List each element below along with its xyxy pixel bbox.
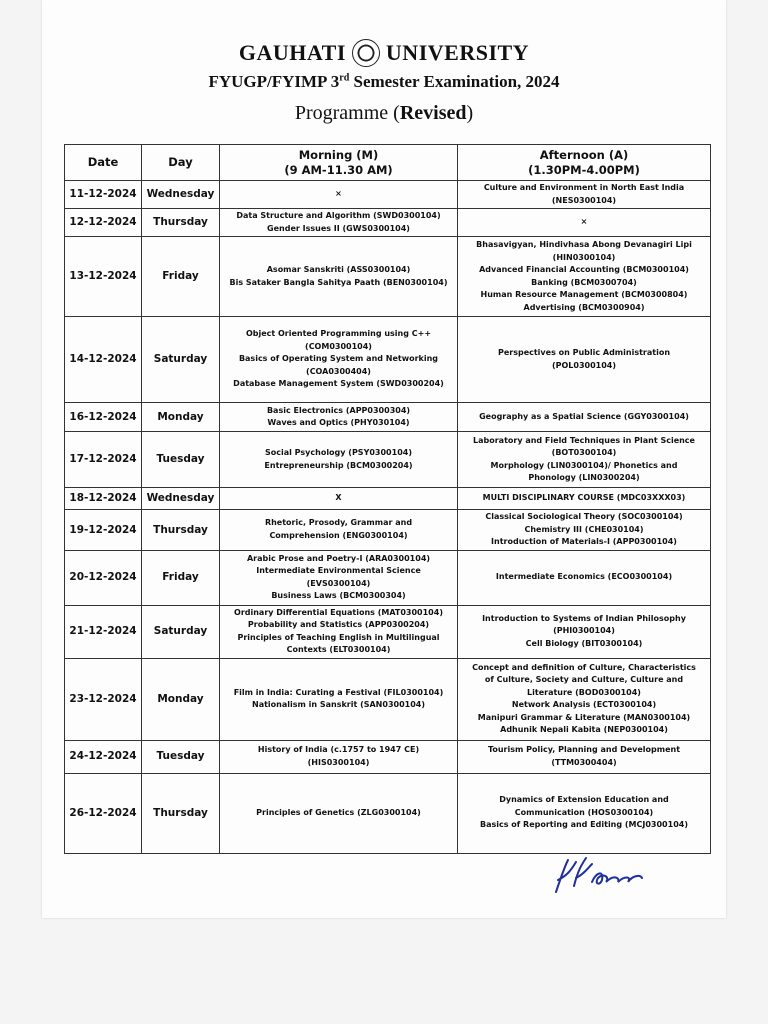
cell-day: Thursday [142,510,220,551]
table-row [65,550,711,605]
paper-line: Communication (HOS0300104) [514,807,654,817]
cell-afternoon [458,317,711,403]
cell-day: Thursday [142,773,220,853]
paper-line: Classical Sociological Theory (SOC0300104) [485,512,683,521]
table-row [65,317,711,403]
table-row [65,510,711,551]
header-date: Date [65,145,142,181]
programme-label: Programme ( [294,102,400,124]
cell-afternoon [458,773,711,853]
cell-day: Saturday [142,605,220,658]
paper-line: (HIS0300104) [307,757,370,767]
table-row [65,773,711,853]
paper-line: Ordinary Differential Equations (MAT0300104) [234,607,443,617]
cell-date: 17-12-2024 [65,432,142,488]
paper-line: (TTM0300404) [551,757,617,767]
cell-date: 21-12-2024 [65,605,142,658]
cell-afternoon [458,237,711,317]
cell-afternoon [458,740,711,773]
paper-line: Geography as a Spatial Science (GGY0300104) [479,411,689,421]
paper-line: Tourism Policy, Planning and Development [487,745,681,754]
header-afternoon-line: Afternoon (A) [539,147,629,162]
cell-day: Thursday [142,209,220,237]
paper-line: Database Management System (SWD0300204) [233,379,444,389]
university-name-left: GAUHATI [238,40,346,65]
paper-line: Intermediate Environmental Science [256,566,421,575]
exam-title-superscript: rd [339,72,350,84]
paper-line: Culture and Environment in North East India [483,183,685,192]
header-morning-line: Morning (M) [298,147,379,162]
cell-morning [220,403,458,432]
paper-line: (BOT0300104) [551,448,617,457]
cell-afternoon [458,605,711,658]
cell-day: Monday [142,403,220,432]
header-afternoon-line: (1.30PM-4.00PM) [528,162,640,177]
table-body [65,181,711,854]
paper-line: of Culture, Society and Culture, Culture and [484,675,684,684]
cell-date: 18-12-2024 [65,488,142,510]
cell-afternoon [458,181,711,209]
cell-day: Tuesday [142,740,220,773]
header-afternoon [458,145,711,181]
programme-revised: Revised [399,102,467,124]
cell-morning [220,237,458,317]
paper-line: Entrepreneurship (BCM0300204) [264,460,413,470]
table-row [65,403,711,432]
paper-line: Nationalism in Sanskrit (SAN0300104) [252,700,425,709]
exam-title-prefix: FYUGP/FYIMP 3 [208,72,340,91]
cell-date: 23-12-2024 [65,658,142,740]
signature [548,852,648,902]
paper-line: Arabic Prose and Poetry-I (ARA0300104) [246,553,431,563]
paper-line: Principles of Teaching English in Multilingual [237,632,440,642]
cell-morning [220,488,458,510]
cell-date: 12-12-2024 [65,209,142,237]
cell-afternoon [458,403,711,432]
paper-line: MULTI DISCIPLINARY COURSE (MDC03XXX03) [482,493,686,503]
paper-line: Business Laws (BCM0300304) [271,591,406,600]
cell-date: 20-12-2024 [65,550,142,605]
paper-line: History of India (c.1757 to 1947 CE) [257,745,420,754]
paper-line: Cell Biology (BIT0300104) [525,638,643,648]
cell-afternoon [458,658,711,740]
paper-line: Chemistry III (CHE030104) [524,524,644,534]
header-day: Day [142,145,220,181]
paper-line: Banking (BCM0300704) [531,277,637,287]
cell-date: 24-12-2024 [65,740,142,773]
table-row [65,740,711,773]
paper-line: Manipuri Grammar & Literature (MAN0300104) [477,712,691,722]
paper-line: (COM0300104) [305,341,372,351]
cell-day: Saturday [142,317,220,403]
paper-line: Gender Issues II (GWS0300104) [267,223,410,233]
cell-morning [220,773,458,853]
university-seal-icon [352,39,380,67]
cell-morning [220,181,458,209]
paper-line: Advanced Financial Accounting (BCM0300104) [479,265,689,274]
cell-afternoon [458,510,711,551]
paper-line: (PHI0300104) [553,626,615,636]
paper-line: Network Analysis (ECT0300104) [511,700,657,709]
cell-morning [220,317,458,403]
cell-afternoon [458,550,711,605]
programme-title [0,102,768,125]
cell-date: 11-12-2024 [65,181,142,209]
paper-line: Probability and Statistics (APP0300204) [247,620,430,629]
table-row [65,432,711,488]
paper-line: × [580,217,588,227]
paper-line: Laboratory and Field Techniques in Plant Science [473,435,695,445]
cell-afternoon [458,488,711,510]
cell-morning [220,550,458,605]
cell-morning [220,432,458,488]
cell-afternoon [458,209,711,237]
paper-line: (NES0300104) [551,195,617,205]
paper-line: (HIN0300104) [552,252,616,262]
table-header-row [65,145,711,181]
cell-day: Friday [142,237,220,317]
paper-line: Advertising (BCM0300904) [523,302,645,312]
table-row [65,605,711,658]
paper-line: Basic Electronics (APP0300304) [266,405,411,415]
paper-line: X [335,493,342,503]
cell-date: 26-12-2024 [65,773,142,853]
cell-day: Friday [142,550,220,605]
cell-morning [220,605,458,658]
paper-line: Object Oriented Programming using C++ [245,329,432,339]
paper-line: Human Resource Management (BCM0300804) [480,290,688,299]
cell-morning [220,658,458,740]
paper-line: Film in India: Curating a Festival (FIL0300104) [233,687,444,697]
paper-line: × [335,189,342,199]
paper-line: Adhunik Nepali Kabita (NEP0300104) [500,725,668,734]
paper-line: Literature (BOD0300104) [527,687,641,697]
paper-line: Basics of Operating System and Networking [238,354,439,364]
exam-title [0,72,768,92]
table-row [65,209,711,237]
cell-afternoon [458,432,711,488]
paper-line: Bhasavigyan, Hindivhasa Abong Devanagiri Lipi [476,240,692,249]
paper-line: (EVS0300104) [306,578,371,588]
paper-line: Contexts (ELT0300104) [286,645,391,654]
header-morning-line: (9 AM-11.30 AM) [284,162,393,177]
cell-date: 13-12-2024 [65,237,142,317]
cell-day: Wednesday [142,488,220,510]
cell-date: 16-12-2024 [65,403,142,432]
paper-line: Concept and definition of Culture, Characteristics [472,662,696,672]
paper-line: Phonology (LIN0300204) [528,473,640,482]
table-row [65,488,711,510]
header-morning [220,145,458,181]
paper-line: Data Structure and Algorithm (SWD0300104) [236,211,441,220]
exam-title-suffix: Semester Examination, 2024 [349,72,560,91]
table-row [65,181,711,209]
paper-line: Dynamics of Extension Education and [499,795,669,805]
paper-line: Introduction to Systems of Indian Philosophy [482,613,686,623]
paper-line: Rhetoric, Prosody, Grammar and [264,518,413,528]
table-row [65,237,711,317]
paper-line: Morphology (LIN0300104)/ Phonetics and [490,460,678,470]
cell-morning [220,209,458,237]
cell-date: 19-12-2024 [65,510,142,551]
cell-morning [220,510,458,551]
paper-line: Waves and Optics (PHY030104) [267,418,410,427]
cell-day: Monday [142,658,220,740]
paper-line: Basics of Reporting and Editing (MCJ0300104) [480,820,688,830]
cell-day: Tuesday [142,432,220,488]
paper-line: Social Psychology (PSY0300104) [265,448,412,457]
paper-line: Asomar Sanskriti (ASS0300104) [266,265,411,274]
paper-line: (COA0300404) [306,366,371,376]
paper-line: Bis Sataker Bangla Sahitya Paath (BEN0300104) [229,277,448,287]
table-row [65,658,711,740]
paper-line: Comprehension (ENG0300104) [269,530,408,540]
university-title [0,36,768,70]
paper-line: Introduction of Materials-I (APP0300104) [491,537,677,546]
paper-line: Intermediate Economics (ECO0300104) [495,572,673,582]
cell-day: Wednesday [142,181,220,209]
university-name-right: UNIVERSITY [385,40,530,65]
cell-date: 14-12-2024 [65,317,142,403]
programme-close: ) [466,102,474,124]
paper-line: Perspectives on Public Administration [497,348,671,357]
paper-line: (POL0300104) [551,360,617,370]
cell-morning [220,740,458,773]
exam-schedule-table [64,144,711,854]
paper-line: Principles of Genetics (ZLG0300104) [256,807,421,817]
